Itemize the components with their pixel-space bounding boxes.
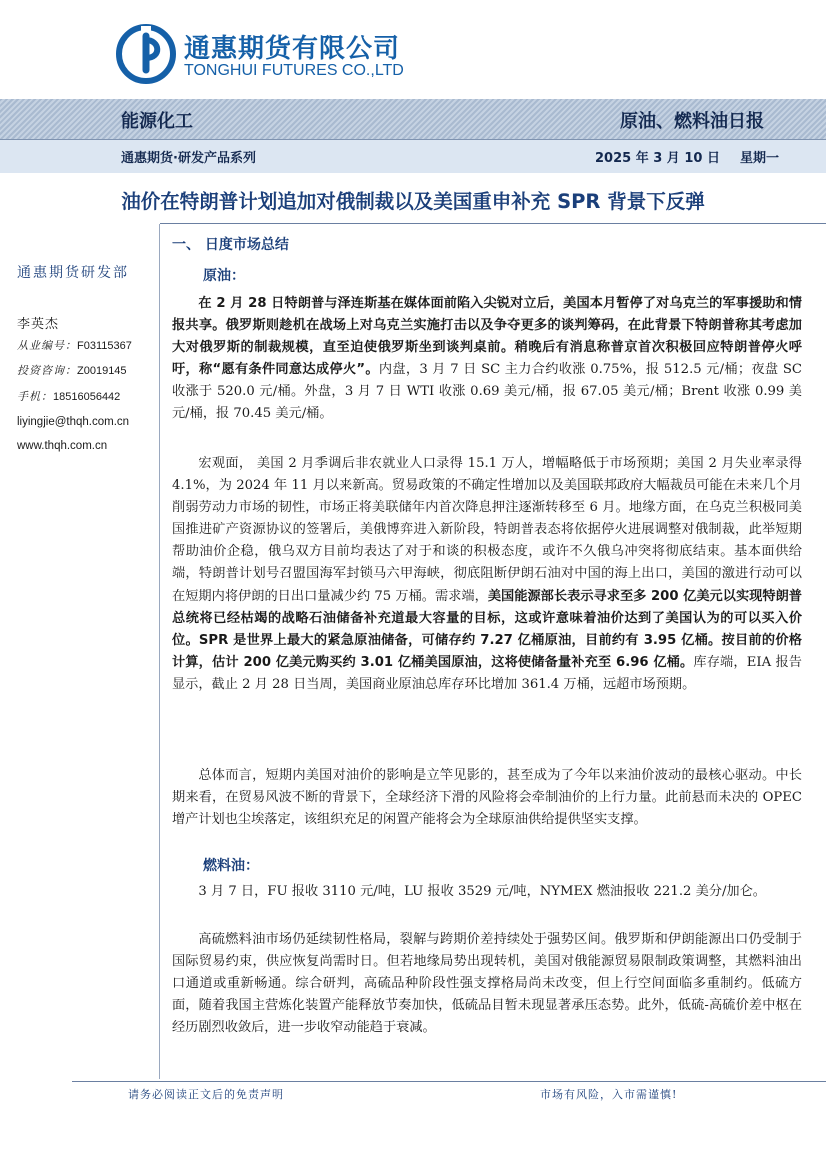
crude-p2-text-c: 库存端，EIA 报告显示，截止 2 月 28 日当周，美国商业原油总库存环比增加 361.4 万桶，远超市场预期。 xyxy=(172,654,802,692)
crude-paragraph-3: 总体而言，短期内美国对油价的影响是立竿见影的，甚至成为了今年以来油价波动的最核心驱动。中长期来看，在贸易风波不断的背景下，全球经济下滑的风险将会牵制油价的上行力量。此前悬而未决的 OPEC 增产计划也尘埃落定，该组织充足的闲置产能将会为全球原油供给提供坚实支撑。 xyxy=(172,768,802,828)
header-band xyxy=(0,99,826,173)
fuel-paragraph-1: 3 月 7 日，FU 报收 3110 元/吨，LU 报收 3529 元/吨，NYMEX 燃油报收 221.2 美分/加仑。 xyxy=(198,884,766,899)
company-name-en: TONGHUI FUTURES CO.,LTD xyxy=(184,62,404,79)
report-date: 2025 年 3 月 10 日 xyxy=(595,151,720,166)
crude-oil-title: 原油： xyxy=(203,268,245,284)
qualification-row xyxy=(17,337,132,353)
website-link[interactable]: www.thqh.com.cn xyxy=(17,440,108,452)
sector-label: 能源化工 xyxy=(121,111,193,132)
series-label: 通惠期货·研发产品系列 xyxy=(121,151,256,166)
report-weekday: 星期一 xyxy=(740,151,780,166)
footer-divider xyxy=(72,1081,826,1082)
fuel-paragraph-2: 高硫燃料油市场仍延续韧性格局，裂解与跨期价差持续处于强势区间。俄罗斯和伊朗能源出口仍受制于国际贸易约束，供应恢复尚需时日。但若地缘局势出现转机，美国对俄能源贸易限制政策调整，其燃料油出口通道或重新畅通。综合研判，高硫品种阶段性强支撑格局尚未改变，但上行空间面临多重制约。低硫方面，随着我国主营炼化装置产能释放节奏加快，低硫品目暂未现显著承压态势。此外，低硫-高硫价差中枢在经历剧烈收敛后，进一步收窄动能趋于衰减。 xyxy=(172,932,802,1036)
crude-p2-bold: 美国能源部长表示寻求至多 200 亿美元以实现特朗普总统将已经枯竭的战略石油储备补充道最大容量的目标，这或许意味着油价达到了美国认为的可以买入价位。SPR 是世界上最大的紧急原油储备，可储存约 7.27 亿桶原油，目前约有 3.95 亿桶。按目前的价格计算，估计 200 亿美元购买约 3.01 亿桶美国原油，这将使储备量补充至 6.96 亿桶。 xyxy=(172,588,802,670)
analyst-name: 李英杰 xyxy=(17,317,60,332)
sidebar-dept: 通惠期货研发部 xyxy=(17,265,129,281)
crude-paragraph-2 xyxy=(172,453,802,696)
header-band-divider xyxy=(0,139,826,140)
section-title: 一、 日度市场总结 xyxy=(172,237,289,253)
company-name-cn: 通惠期货有限公司 xyxy=(184,34,401,64)
title-divider xyxy=(160,223,826,224)
company-logo-icon xyxy=(116,24,176,84)
crude-paragraph-1 xyxy=(172,293,802,426)
qualification-value: F03115367 xyxy=(77,340,132,352)
crude-p1-text: 内盘，3 月 7 日 SC 主力合约收涨 0.75%，报 512.5 元/桶；夜盘 SC 收涨于 520.0 元/桶。外盘，3 月 7 日 WTI 收涨 0.69 美元/桶，报 67.05 美元/桶；Brent 收涨 0.99 美元/桶，报 70.45 美元/桶。 xyxy=(172,362,802,422)
phone-value: 18516056442 xyxy=(53,391,121,403)
qualification-label: 从业编号： xyxy=(17,339,77,352)
crude-p2-text-a: 宏观面， 美国 2 月季调后非农就业人口录得 15.1 万人，增幅略低于市场预期；美国 2 月失业率录得 4.1%，为 2024 年 11 月以来新高。贸易政策的不确定性增加以及美国联邦政府大幅裁员可能在未来几个月削弱劳动力市场的韧性，市场正将美联储年内首次降息押注逐渐转移至 6 月。地缘方面，在乌克兰积极同美国推进矿产资源协议的签署后，美俄博弈进入新阶段，特朗普表态将依据停火进展调整对俄制裁，此举短期帮助油价企稳，俄乌双方目前均表达了对于和谈的积极态度，或许不久俄乌冲突将彻底结束。基本面供给端，特朗普计划号召盟国海军封锁马六甲海峡，彻底阻断伊朗石油对中国的海上出口，美国的激进行动可以在短期内将伊朗的日出口量减少约 75 万桶。需求端， xyxy=(172,456,802,604)
disclaimer-note: 请务必阅读正文后的免责声明 xyxy=(128,1088,284,1101)
crude-p1-bold: 在 2 月 28 日特朗普与泽连斯基在媒体面前陷入尖锐对立后，美国本月暂停了对乌克兰的军事援助和情报共享。俄罗斯则趁机在战场上对乌克兰实施打击以及争夺更多的谈判筹码，在此背景下特朗普称其考虑加大对俄罗斯的制裁规模，直至迫使俄罗斯坐到谈判桌前。稍晚后有消息称普京首次积极回应特朗普停火呼吁，称“愿有条件同意达成停火”。 xyxy=(172,296,802,378)
consult-value: Z0019145 xyxy=(77,365,127,377)
phone-label: 手机： xyxy=(17,390,53,403)
phone-row xyxy=(17,388,120,404)
page-title: 油价在特朗普计划追加对俄制裁以及美国重申补充 SPR 背景下反弹 xyxy=(121,190,705,213)
consult-label: 投资咨询： xyxy=(17,364,77,377)
email-link[interactable]: liyingjie@thqh.com.cn xyxy=(17,416,130,428)
fuel-oil-title: 燃料油： xyxy=(203,858,259,874)
report-name: 原油、燃料油日报 xyxy=(620,111,764,132)
risk-warning: 市场有风险，入市需谨慎! xyxy=(540,1088,678,1101)
consult-row xyxy=(17,362,127,378)
sidebar-divider xyxy=(159,224,160,1079)
